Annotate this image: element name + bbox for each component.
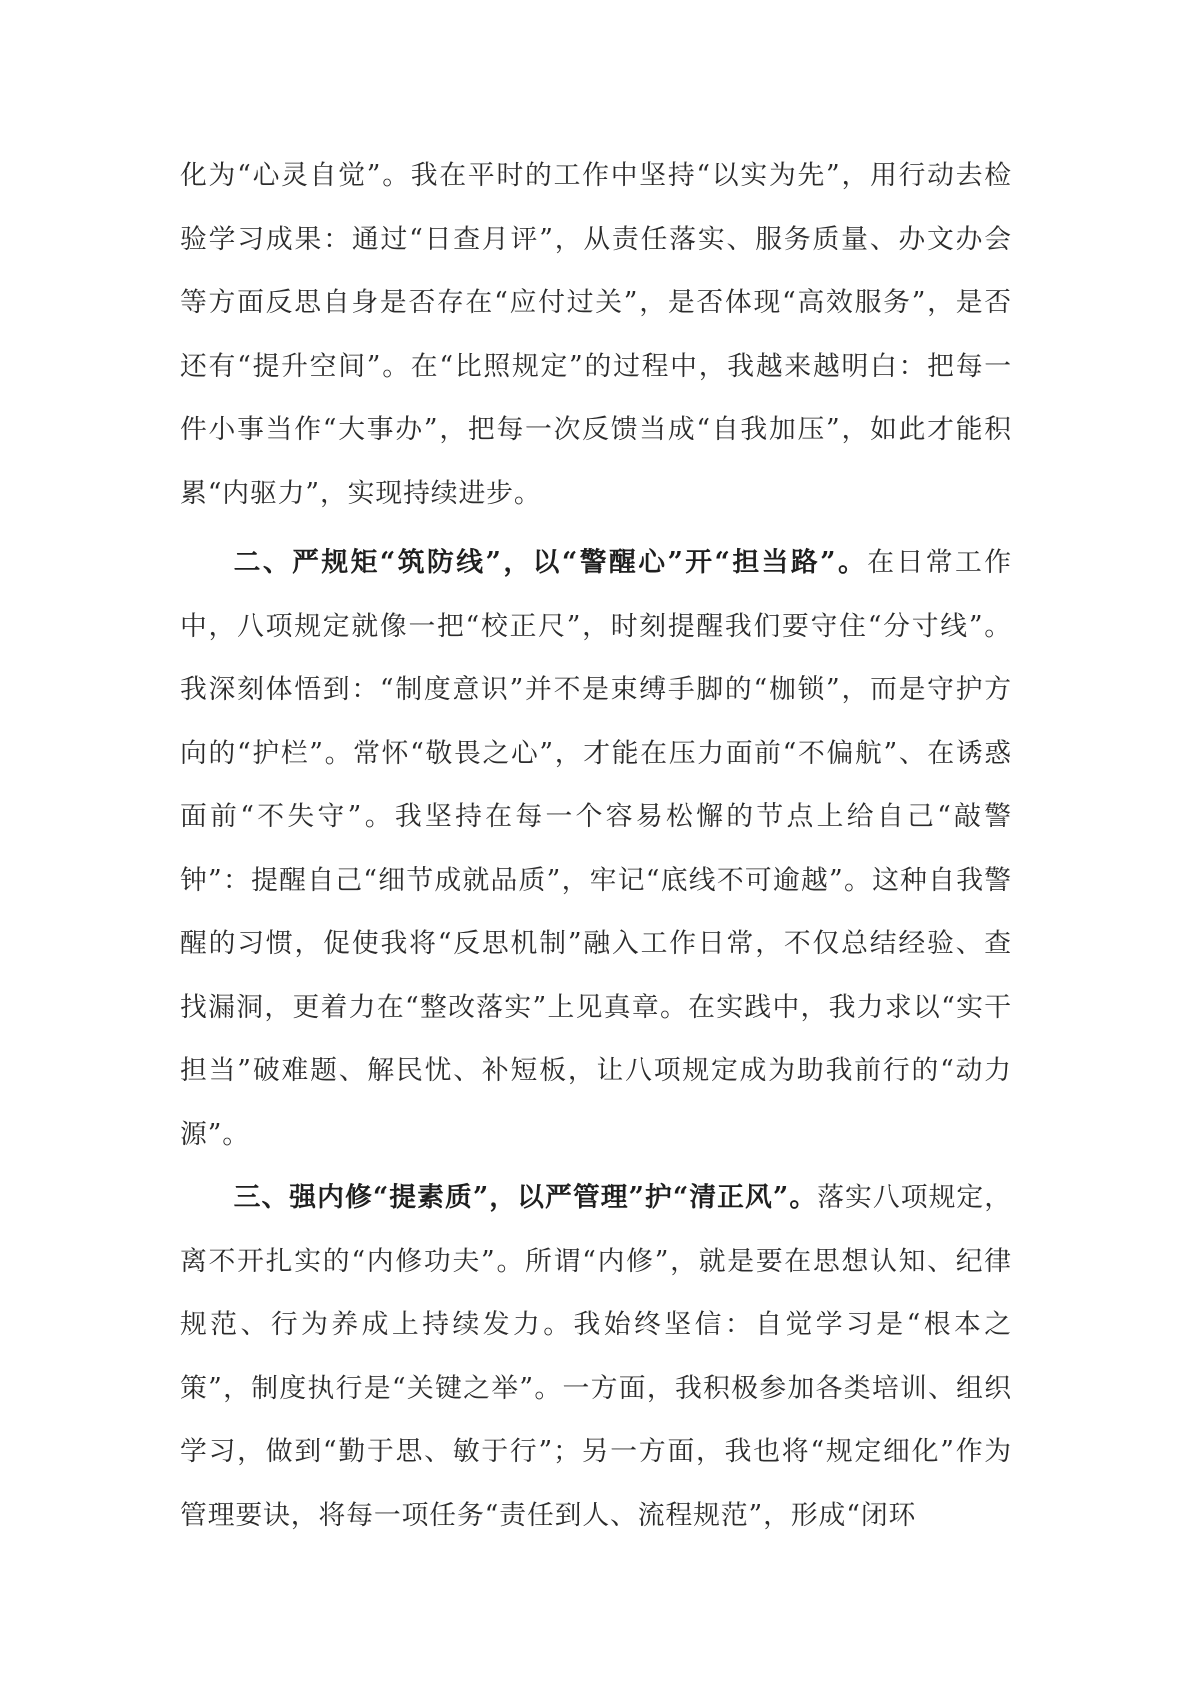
section-heading: 二、严规矩“筑防线”，以“警醒心”开“担当路”。: [233, 547, 868, 578]
section-body: 落实八项规定，离不开扎实的“内修功夫”。所谓“内修”，就是要在思想认知、纪律规范、行为养成上持续发力。我始终坚信：自觉学习是“根本之策”，制度执行是“关键之举”。一方面，我积极参加各类培训、组织学习，做到“勤于思、敏于行”；另一方面，我也将“规定细化”作为管理要诀，将每一项任务“责任到人、流程规范”，形成“闭环: [180, 1182, 1012, 1531]
paragraph-continuation: [180, 144, 1012, 525]
paragraph-text: [180, 1166, 1012, 1547]
paragraph-section-three: [180, 1166, 1012, 1547]
section-body: 在日常工作中，八项规定就像一把“校正尺”，时刻提醒我们要守住“分寸线”。我深刻体悟到：“制度意识”并不是束缚手脚的“枷锁”，而是守护方向的“护栏”。常怀“敬畏之心”，才能在压力面前“不偏航”、在诱惑面前“不失守”。我坚持在每一个容易松懈的节点上给自己“敲警钟”：提醒自己“细节成就品质”，牢记“底线不可逾越”。这种自我警醒的习惯，促使我将“反思机制”融入工作日常，不仅总结经验、查找漏洞，更着力在“整改落实”上见真章。在实践中，我力求以“实干担当”破难题、解民忧、补短板，让八项规定成为助我前行的“动力源”。: [180, 547, 1012, 1150]
paragraph-text: [180, 531, 1012, 1166]
paragraph-section-two: [180, 531, 1012, 1166]
section-heading: 三、强内修“提素质”，以严管理”护“清正风”。: [233, 1182, 818, 1213]
paragraph-text: 化为“心灵自觉”。我在平时的工作中坚持“以实为先”，用行动去检验学习成果：通过“日查月评”，从责任落实、服务质量、办文办会等方面反思自身是否存在“应付过关”，是否体现“高效服务”，是否还有“提升空间”。在“比照规定”的过程中，我越来越明白：把每一件小事当作“大事办”，把每一次反馈当成“自我加压”，如此才能积累“内驱力”，实现持续进步。: [180, 160, 1012, 509]
